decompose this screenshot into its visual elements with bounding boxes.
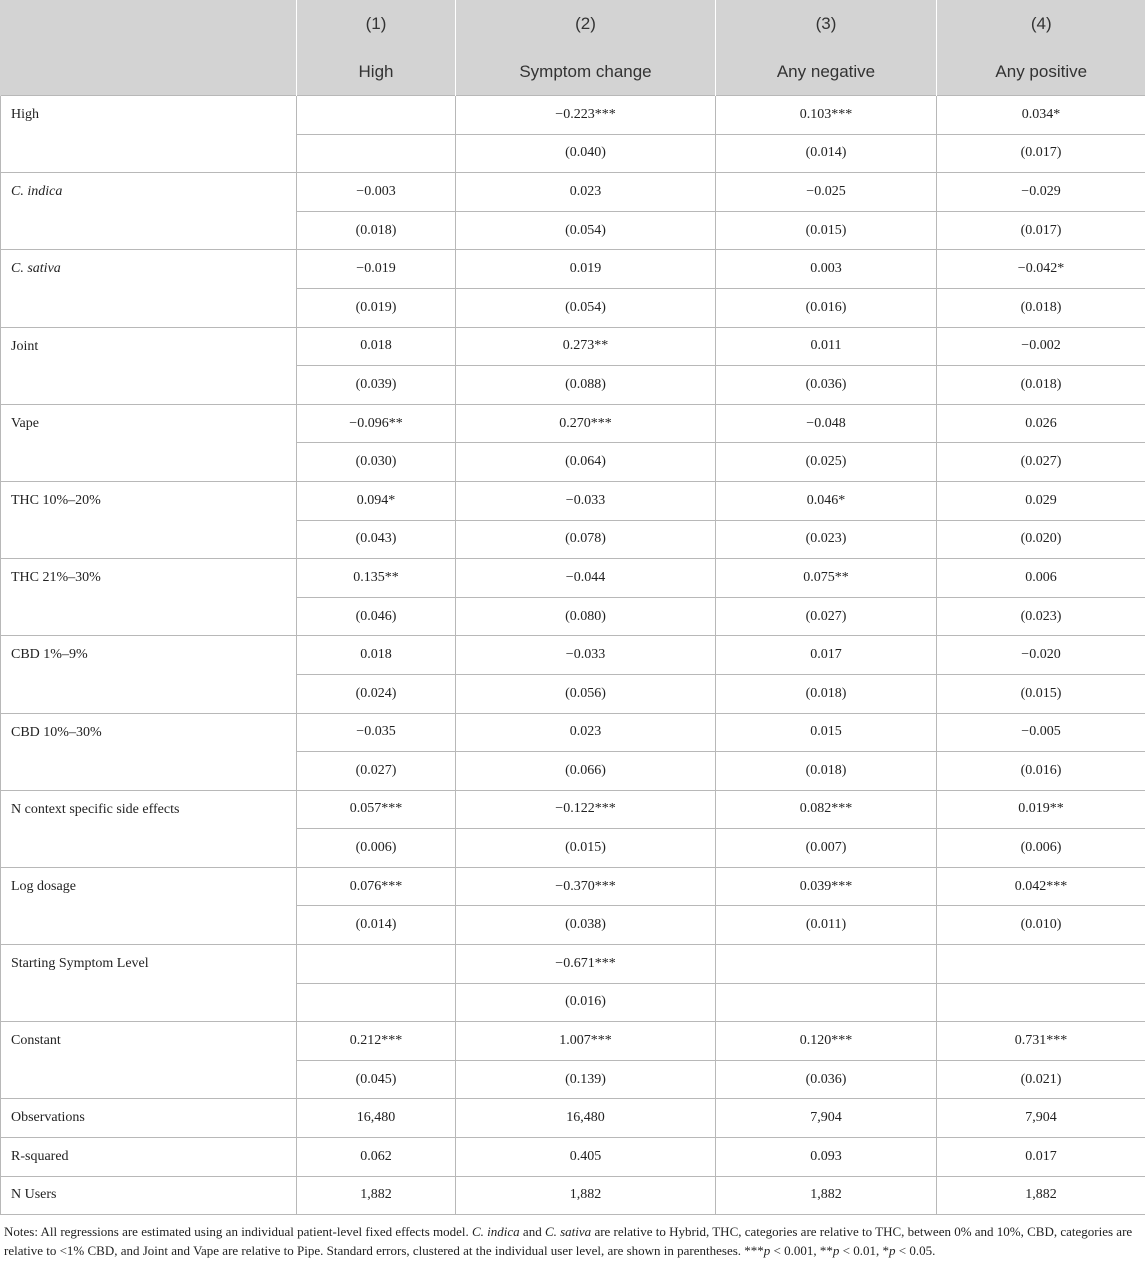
se-cell: (0.080) [456,597,716,636]
table-row [1,96,1145,135]
coef-cell: 0.103*** [716,96,937,135]
coef-cell: 0.075** [716,559,937,598]
stat-cell: 0.017 [937,1138,1145,1177]
row-label: N context specific side effects [1,790,297,867]
coef-cell [297,945,456,984]
stats-row [1,1099,1145,1138]
coef-cell [297,96,456,135]
se-cell: (0.027) [297,752,456,791]
row-label: Observations [1,1099,297,1138]
se-cell: (0.006) [937,829,1145,868]
coef-cell: 0.120*** [716,1022,937,1061]
table-row [1,945,1145,984]
notes-text: < 0.05. [895,1243,936,1259]
se-cell: (0.038) [456,906,716,945]
coef-cell: 0.731*** [937,1022,1145,1061]
se-cell: (0.015) [937,674,1145,713]
coef-cell: 0.023 [456,173,716,212]
se-cell: (0.016) [716,288,937,327]
coef-cell: 0.023 [456,713,716,752]
coef-cell: 0.273** [456,327,716,366]
row-label: C. sativa [1,250,297,327]
coef-cell: −0.096** [297,404,456,443]
se-cell: (0.054) [456,288,716,327]
coef-cell: 0.029 [937,481,1145,520]
se-cell: (0.088) [456,366,716,405]
stat-cell: 7,904 [716,1099,937,1138]
se-cell: (0.023) [716,520,937,559]
coef-cell: 0.018 [297,636,456,675]
se-cell: (0.018) [937,366,1145,405]
coef-cell: −0.044 [456,559,716,598]
se-cell: (0.006) [297,829,456,868]
se-cell: (0.066) [456,752,716,791]
row-label: R-squared [1,1138,297,1177]
notes-text: p [888,1243,896,1259]
col-number: (4) [937,0,1145,48]
stat-cell: 0.062 [297,1138,456,1177]
header-row-numbers [1,0,1145,48]
col-title: Any positive [937,48,1145,96]
notes-text: C. indica [472,1224,520,1240]
se-cell: (0.011) [716,906,937,945]
coef-cell: −0.025 [716,173,937,212]
coef-cell: −0.003 [297,173,456,212]
se-cell [937,983,1145,1022]
stat-cell: 16,480 [456,1099,716,1138]
coef-cell: 0.011 [716,327,937,366]
col-number: (2) [456,0,716,48]
coef-cell: 0.046* [716,481,937,520]
coef-cell: 0.017 [716,636,937,675]
row-label: Joint [1,327,297,404]
table-row [1,790,1145,829]
stat-cell: 7,904 [937,1099,1145,1138]
coef-cell: −0.122*** [456,790,716,829]
se-cell: (0.015) [716,211,937,250]
se-cell: (0.027) [937,443,1145,482]
se-cell: (0.046) [297,597,456,636]
col-number: (3) [716,0,937,48]
table-row [1,327,1145,366]
coef-cell: −0.223*** [456,96,716,135]
notes-text: and [519,1224,545,1240]
se-cell: (0.017) [937,134,1145,173]
coef-cell: 0.094* [297,481,456,520]
se-cell: (0.036) [716,1060,937,1099]
se-cell: (0.018) [716,752,937,791]
coef-cell: 0.076*** [297,867,456,906]
stat-cell: 1,882 [716,1176,937,1215]
coef-cell: 0.212*** [297,1022,456,1061]
stats-row [1,1138,1145,1177]
table-row [1,173,1145,212]
se-cell [716,983,937,1022]
table-body [1,96,1145,1215]
se-cell: (0.016) [456,983,716,1022]
se-cell: (0.064) [456,443,716,482]
se-cell: (0.024) [297,674,456,713]
se-cell: (0.045) [297,1060,456,1099]
row-label: THC 21%–30% [1,559,297,636]
stat-cell: 1,882 [297,1176,456,1215]
se-cell: (0.017) [937,211,1145,250]
table-row [1,867,1145,906]
se-cell: (0.036) [716,366,937,405]
coef-cell: 0.082*** [716,790,937,829]
coef-cell: 0.042*** [937,867,1145,906]
se-cell [297,134,456,173]
se-cell: (0.010) [937,906,1145,945]
row-label: CBD 1%–9% [1,636,297,713]
notes-text: C. sativa [544,1224,592,1240]
header-corner [1,0,297,48]
coef-cell: 0.019 [456,250,716,289]
se-cell: (0.007) [716,829,937,868]
row-label: Vape [1,404,297,481]
header-row-titles [1,48,1145,96]
coef-cell: 0.135** [297,559,456,598]
row-label: Constant [1,1022,297,1099]
se-cell: (0.021) [937,1060,1145,1099]
coef-cell: −0.370*** [456,867,716,906]
se-cell: (0.018) [937,288,1145,327]
table-row [1,713,1145,752]
se-cell: (0.056) [456,674,716,713]
col-title: High [297,48,456,96]
coef-cell: −0.048 [716,404,937,443]
row-label: CBD 10%–30% [1,713,297,790]
col-title: Symptom change [456,48,716,96]
coef-cell: −0.002 [937,327,1145,366]
se-cell: (0.016) [937,752,1145,791]
col-title: Any negative [716,48,937,96]
coef-cell: −0.033 [456,636,716,675]
coef-cell: −0.020 [937,636,1145,675]
notes-text: < 0.01, * [839,1243,889,1259]
stat-cell: 1,882 [456,1176,716,1215]
se-cell: (0.027) [716,597,937,636]
se-cell: (0.018) [716,674,937,713]
se-cell: (0.039) [297,366,456,405]
coef-cell: 0.003 [716,250,937,289]
se-cell: (0.015) [456,829,716,868]
coef-cell: 0.018 [297,327,456,366]
se-cell: (0.020) [937,520,1145,559]
coef-cell: 0.006 [937,559,1145,598]
notes-text: p [832,1243,840,1259]
coef-cell: 0.034* [937,96,1145,135]
row-label: N Users [1,1176,297,1215]
row-label: C. indica [1,173,297,250]
table-notes [0,1215,1145,1260]
coef-cell: −0.035 [297,713,456,752]
se-cell: (0.139) [456,1060,716,1099]
notes-text: Notes: All regressions are estimated using an individual patient-level fixed effects model. [4,1224,472,1240]
se-cell: (0.043) [297,520,456,559]
se-cell: (0.054) [456,211,716,250]
se-cell: (0.078) [456,520,716,559]
notes-text: are relative to Hybrid, THC, categories are relative to THC, between 0% and 10%, CBD, categories are relative to <1% CBD, and Joint and Vape are relative to Pipe. Standard errors, clustered at the individual user level, are shown in parentheses. *** [4,1224,1133,1259]
coef-cell: 0.270*** [456,404,716,443]
table-header [1,0,1145,96]
se-cell: (0.018) [297,211,456,250]
se-cell: (0.014) [716,134,937,173]
se-cell: (0.030) [297,443,456,482]
stat-cell: 1,882 [937,1176,1145,1215]
table-row [1,404,1145,443]
coef-cell [937,945,1145,984]
col-number: (1) [297,0,456,48]
row-label: THC 10%–20% [1,481,297,558]
coef-cell: 0.026 [937,404,1145,443]
coef-cell: −0.005 [937,713,1145,752]
table-row [1,1022,1145,1061]
coef-cell: −0.033 [456,481,716,520]
coef-cell: 0.015 [716,713,937,752]
coef-cell: −0.671*** [456,945,716,984]
table-row [1,559,1145,598]
table-row [1,481,1145,520]
notes-text: < 0.001, ** [770,1243,833,1259]
coef-cell: −0.029 [937,173,1145,212]
row-label: High [1,96,297,173]
coef-cell: 0.039*** [716,867,937,906]
stats-row [1,1176,1145,1215]
coef-cell: −0.019 [297,250,456,289]
se-cell: (0.019) [297,288,456,327]
coef-cell: 0.019** [937,790,1145,829]
stat-cell: 16,480 [297,1099,456,1138]
table-row [1,636,1145,675]
coef-cell: −0.042* [937,250,1145,289]
header-corner [1,48,297,96]
se-cell: (0.025) [716,443,937,482]
row-label: Log dosage [1,867,297,944]
se-cell: (0.040) [456,134,716,173]
coef-cell: 1.007*** [456,1022,716,1061]
coef-cell: 0.057*** [297,790,456,829]
stat-cell: 0.093 [716,1138,937,1177]
se-cell: (0.014) [297,906,456,945]
notes-text: p [763,1243,771,1259]
row-label: Starting Symptom Level [1,945,297,1022]
se-cell [297,983,456,1022]
coef-cell [716,945,937,984]
se-cell: (0.023) [937,597,1145,636]
stat-cell: 0.405 [456,1138,716,1177]
table-row [1,250,1145,289]
